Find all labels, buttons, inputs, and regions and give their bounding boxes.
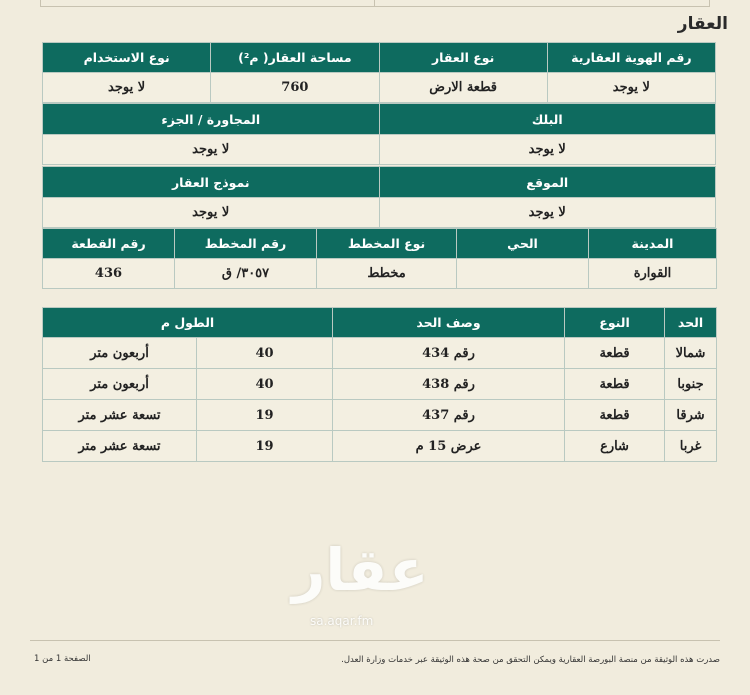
value-plot-number: 436 [43,259,175,289]
table-row [43,338,717,369]
boundary-length-text: أربعون متر [43,369,197,400]
footer-divider [30,640,720,641]
header-location: الموقع [379,167,716,198]
value-location: لا يوجد [379,198,716,228]
top-border-tick [40,0,41,6]
boundary-type: شارع [565,431,665,462]
header-plan-type: نوع المخطط [317,229,457,259]
value-district [457,259,589,289]
boundary-side: غربا [665,431,717,462]
value-property-type: قطعة الارض [379,73,547,103]
boundary-side: شرقا [665,400,717,431]
value-plan-type: مخطط [317,259,457,289]
header-city: المدينة [589,229,717,259]
boundary-length-number: 40 [197,338,333,369]
boundary-length-text: تسعة عشر متر [43,431,197,462]
section-title: العقار [677,14,728,34]
aqar-watermark-url: sa.aqar.fm [310,614,374,628]
header-plan-number: رقم المخطط [175,229,317,259]
boundary-length-text: تسعة عشر متر [43,400,197,431]
value-plan-number: ٣٠٥٧/ ق [175,259,317,289]
header-property-area: مساحة العقار( م²) [211,43,379,73]
header-property-type: نوع العقار [379,43,547,73]
boundary-length-number: 40 [197,369,333,400]
boundary-desc: رقم 437 [333,400,565,431]
value-property-model: لا يوجد [43,198,380,228]
header-length: الطول م [43,308,333,338]
boundary-desc: رقم 434 [333,338,565,369]
footer-notice: صدرت هذه الوثيقة من منصة البورصة العقارية ويمكن التحقق من صحة هذه الوثيقة عبر خدمات وزارة العدل. [341,655,720,665]
value-neighborhood-part: لا يوجد [43,135,380,165]
header-plot-number: رقم القطعة [43,229,175,259]
boundary-type: قطعة [565,369,665,400]
table-row [43,400,717,431]
value-block: لا يوجد [379,135,716,165]
value-city: القوارة [589,259,717,289]
table-row [43,431,717,462]
boundaries-table [42,307,717,462]
header-property-id: رقم الهوية العقارية [547,43,715,73]
boundary-length-number: 19 [197,431,333,462]
boundary-length-text: أربعون متر [43,338,197,369]
header-district: الحي [457,229,589,259]
header-boundary-desc: وصف الحد [333,308,565,338]
boundary-desc: رقم 438 [333,369,565,400]
header-boundary: الحد [665,308,717,338]
header-block: البلك [379,104,716,135]
page-number: الصفحة 1 من 1 [34,654,91,664]
value-property-area: 760 [211,73,379,103]
top-border-tick [374,0,375,6]
boundary-side: شمالا [665,338,717,369]
top-border [40,0,710,7]
boundary-length-number: 19 [197,400,333,431]
boundary-type: قطعة [565,400,665,431]
plan-table [42,228,717,289]
header-usage-type: نوع الاستخدام [43,43,211,73]
aqar-watermark-logo: عقار [292,536,429,604]
header-boundary-type: النوع [565,308,665,338]
boundary-type: قطعة [565,338,665,369]
header-neighborhood-part: المجاورة / الجزء [43,104,380,135]
block-table [42,103,716,165]
top-border-tick [709,0,710,6]
value-usage-type: لا يوجد [43,73,211,103]
boundary-side: جنوبا [665,369,717,400]
header-property-model: نموذج العقار [43,167,380,198]
property-info-table [42,42,716,103]
location-table [42,166,716,228]
value-property-id: لا يوجد [547,73,715,103]
boundary-desc: عرض 15 م [333,431,565,462]
table-row [43,369,717,400]
